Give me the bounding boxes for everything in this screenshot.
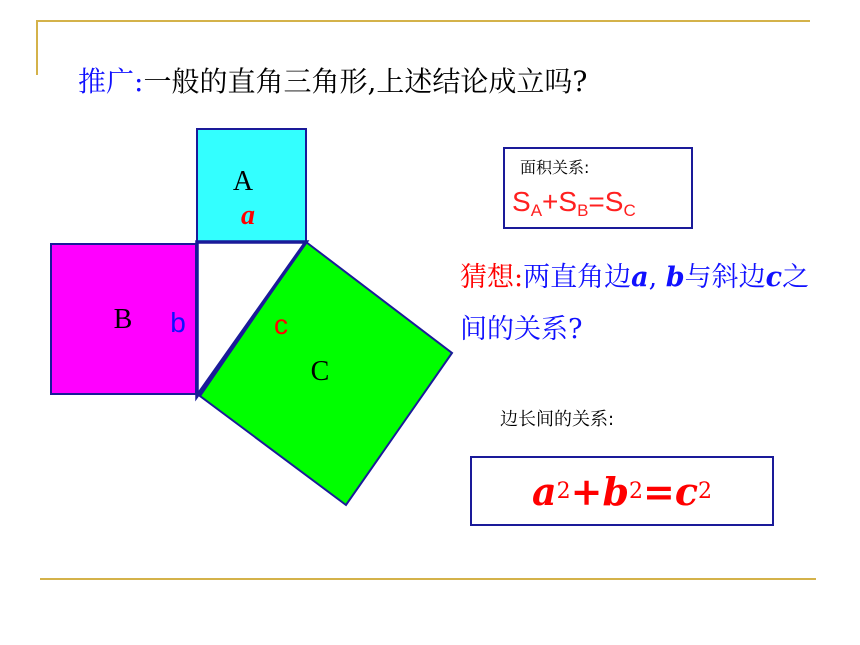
area-equals: =: [588, 186, 605, 217]
area-relation-label: 面积关系:: [520, 158, 590, 177]
conjecture-var-a: a: [631, 262, 649, 293]
formula-b: b: [602, 468, 630, 514]
formula-plus: +: [570, 468, 603, 514]
area-sub-c: C: [623, 201, 636, 220]
area-term-s: S: [558, 186, 578, 217]
side-a-label: a: [241, 200, 255, 231]
conjecture-part1: 两直角边: [523, 262, 632, 293]
conjecture-comma: ,: [648, 262, 666, 293]
area-term-s: S: [604, 186, 624, 217]
conjecture-part2: 与斜边: [684, 262, 766, 293]
area-term-s: S: [512, 186, 531, 217]
conjecture-text: [460, 252, 820, 356]
side-relation-formula: [470, 456, 774, 526]
conjecture-part3: 之间的关系?: [460, 262, 810, 345]
side-b-label: b: [170, 307, 186, 338]
square-b-label: B: [113, 304, 133, 335]
area-relation-formula: [512, 186, 636, 221]
conjecture-lead: 猜想:: [460, 262, 524, 293]
area-plus: +: [542, 186, 559, 217]
formula-c: c: [674, 468, 699, 514]
square-a-label: A: [232, 166, 254, 197]
conjecture-var-c: c: [765, 262, 783, 293]
formula-exp: 2: [698, 478, 713, 504]
formula-exp: 2: [556, 478, 571, 504]
area-sub-b: B: [577, 201, 589, 220]
formula-equals: =: [643, 468, 675, 514]
area-sub-a: A: [530, 201, 543, 220]
conjecture-var-b: b: [665, 262, 685, 293]
formula-exp: 2: [629, 478, 644, 504]
square-c-label: C: [310, 356, 330, 387]
formula-a: a: [531, 468, 557, 514]
side-c-label: c: [274, 309, 288, 340]
heading-question: 一般的直角三角形,上述结论成立吗?: [143, 65, 588, 98]
heading-lead: 推广:: [78, 65, 144, 98]
side-relation-label: 边长间的关系:: [500, 409, 615, 430]
